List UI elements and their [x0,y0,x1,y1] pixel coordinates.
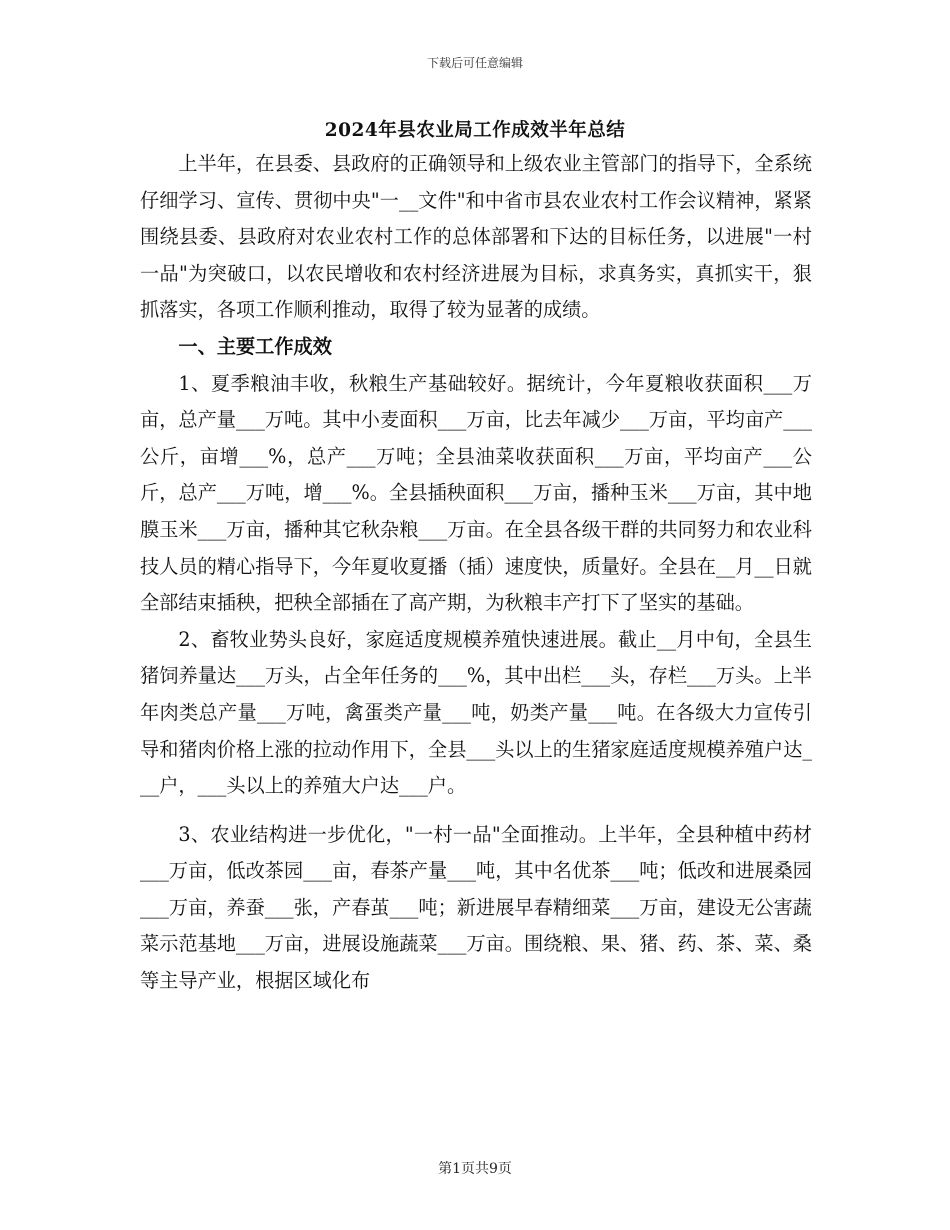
section-heading: 一、主要工作成效 [178,334,332,358]
paragraph-structure: 3、农业结构进一步优化，"一村一品"全面推动。上半年，全县种植中药材___万亩，低改茶园___亩，春茶产量___吨，其中名优茶___吨；低改和进展桑园___万亩，养蚕___张，产春茧___吨；新进展早春精细菜___万亩，建设无公害蔬菜示范基地___万亩，进展设施蔬菜___万亩。围绕粮、果、猪、药、茶、菜、桑等主导产业，根据区域化布 [140,822,812,993]
header-note: 下载后可任意编辑 [426,56,523,70]
paragraph-grain-oil: 1、夏季粮油丰收，秋粮生产基础较好。据统计，今年夏粮收获面积___万亩，总产量___万吨。其中小麦面积___万亩，比去年减少___万亩，平均亩产___公斤，亩增___%，总产___万吨；全县油菜收获面积___万亩，平均亩产___公斤，总产___万吨，增___%。全县插秧面积___万亩，播种玉米___万亩，其中地膜玉米___万亩，播种其它秋杂粮___万亩。在全县各级干群的共同努力和农业科技人员的精心指导下，今年夏收夏播（插）速度快，质量好。全县在__月__日就全部结束插秧，把秧全部插在了高产期，为秋粮丰产打下了坚实的基础。 [140,371,812,615]
document-body [140,146,812,1000]
paragraph-gap [140,805,812,817]
document-title: 2024年县农业局工作成效半年总结 [324,120,626,141]
paragraph-livestock: 2、畜牧业势头良好，家庭适度规模养殖快速进展。截止__月中旬，全县生猪饲养量达___万头，占全年任务的___%，其中出栏___头，存栏___万头。上半年肉类总产量___万吨，禽蛋类产量___吨，奶类产量___吨。在各级大力宣传引导和猪肉价格上涨的拉动作用下，全县___头以上的生猪家庭适度规模养殖户达___户，___头以上的养殖大户达___户。 [140,627,812,798]
intro-paragraph: 上半年，在县委、县政府的正确领导和上级农业主管部门的指导下，全系统仔细学习、宣传、贯彻中央"一__文件"和中省市县农业农村工作会议精神，紧紧围绕县委、县政府对农业农村工作的总体部署和下达的目标任务，以进展"一村一品"为突破口，以农民增收和农村经济进展为目标，求真务实，真抓实干，狠抓落实，各项工作顺利推动，取得了较为显著的成绩。 [140,152,812,322]
page-number: 第1页共9页 [438,1161,512,1177]
